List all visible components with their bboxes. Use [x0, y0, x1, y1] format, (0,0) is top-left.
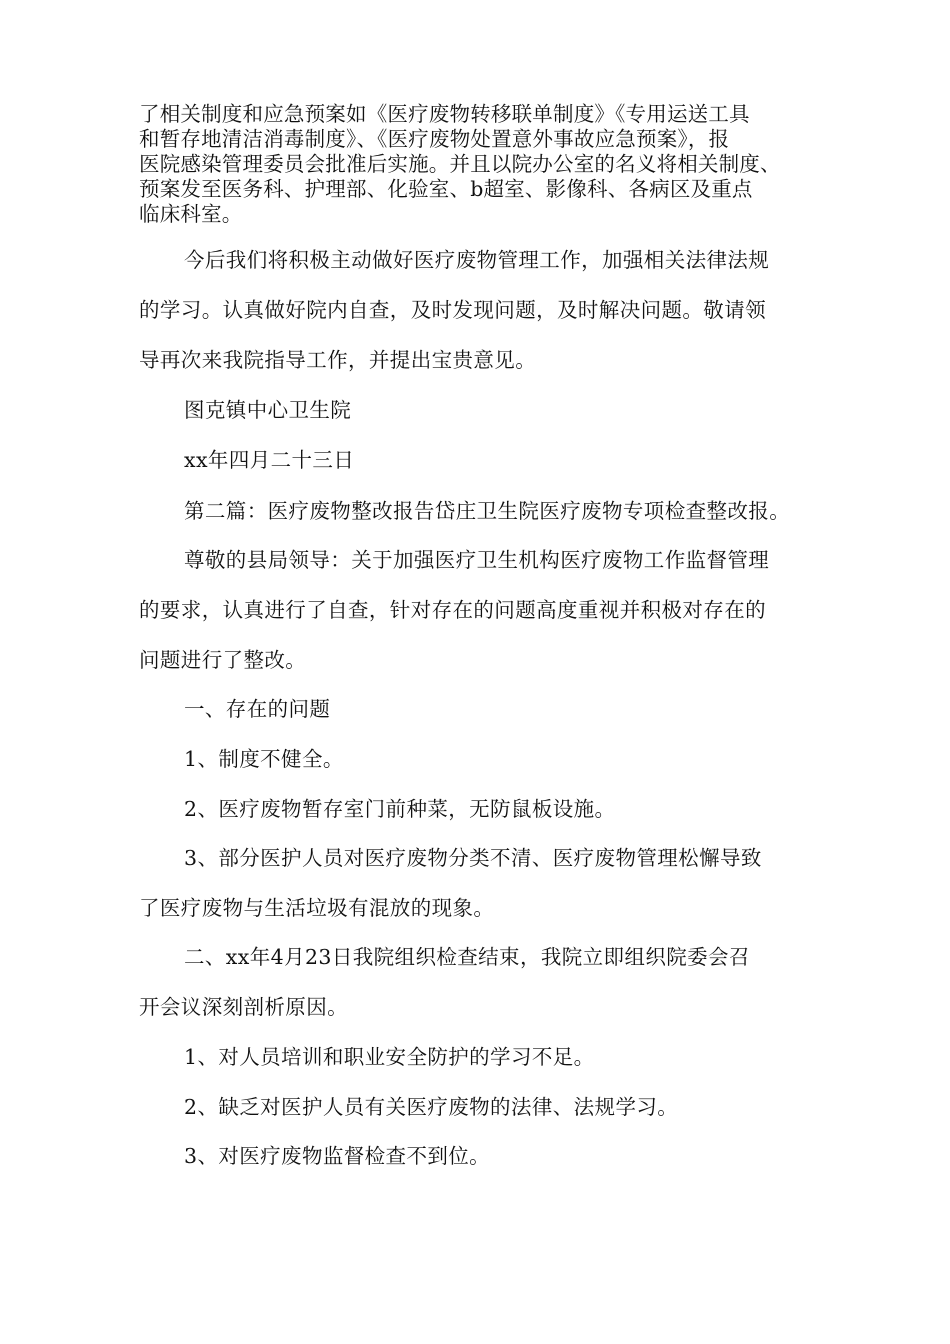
signature-date: xx年四月二十三日: [184, 448, 355, 472]
intro-paragraph: [139, 535, 829, 685]
future-work-paragraph: [139, 235, 829, 385]
cause-item-1: 1、对人员培训和职业安全防护的学习不足。: [184, 1045, 595, 1069]
text-line: 了相关制度和应急预案如《医疗废物转移联单制度》《专用运送工具: [139, 102, 750, 126]
chapter-title: 第二篇：医疗废物整改报告岱庄卫生院医疗废物专项检查整改报。: [184, 499, 791, 523]
text-line: 了医疗废物与生活垃圾有混放的现象。: [139, 896, 495, 920]
text-line: 的学习。认真做好院内自查，及时发现问题，及时解决问题。敬请领: [139, 298, 766, 322]
section-two-paragraph: [139, 932, 829, 1032]
issue-item-2: 2、医疗废物暂存室门前种菜，无防鼠板设施。: [184, 797, 616, 821]
text-line: 预案发至医务科、护理部、化验室、b超室、影像科、各病区及重点: [139, 177, 753, 201]
text-line: 3、部分医护人员对医疗废物分类不清、医疗废物管理松懈导致: [184, 846, 762, 870]
text-line: 开会议深刻剖析原因。: [139, 995, 348, 1019]
regulations-paragraph: [139, 102, 829, 227]
text-line: 今后我们将积极主动做好医疗废物管理工作，加强相关法律法规: [184, 248, 770, 272]
text-line: 二、xx年4月23日我院组织检查结束，我院立即组织院委会召: [184, 945, 750, 969]
cause-item-2: 2、缺乏对医护人员有关医疗废物的法律、法规学习。: [184, 1095, 679, 1119]
signature-organization: 图克镇中心卫生院: [184, 398, 352, 422]
issue-item-1: 1、制度不健全。: [184, 747, 344, 771]
issue-item-3: [139, 833, 829, 933]
text-line: 医院感染管理委员会批准后实施。并且以院办公室的名义将相关制度、: [139, 152, 781, 176]
text-line: 问题进行了整改。: [139, 648, 307, 672]
text-line: 和暂存地清洁消毒制度》、《医疗废物处置意外事故应急预案》，报: [139, 127, 730, 151]
text-line: 的要求，认真进行了自查，针对存在的问题高度重视并积极对存在的: [139, 598, 766, 622]
text-line: 临床科室。: [139, 202, 243, 226]
section-one-heading: 一、存在的问题: [184, 697, 331, 721]
text-line: 导再次来我院指导工作，并提出宝贵意见。: [139, 348, 537, 372]
cause-item-3: 3、对医疗废物监督检查不到位。: [184, 1144, 491, 1168]
text-line: 尊敬的县局领导：关于加强医疗卫生机构医疗废物工作监督管理: [184, 548, 770, 572]
